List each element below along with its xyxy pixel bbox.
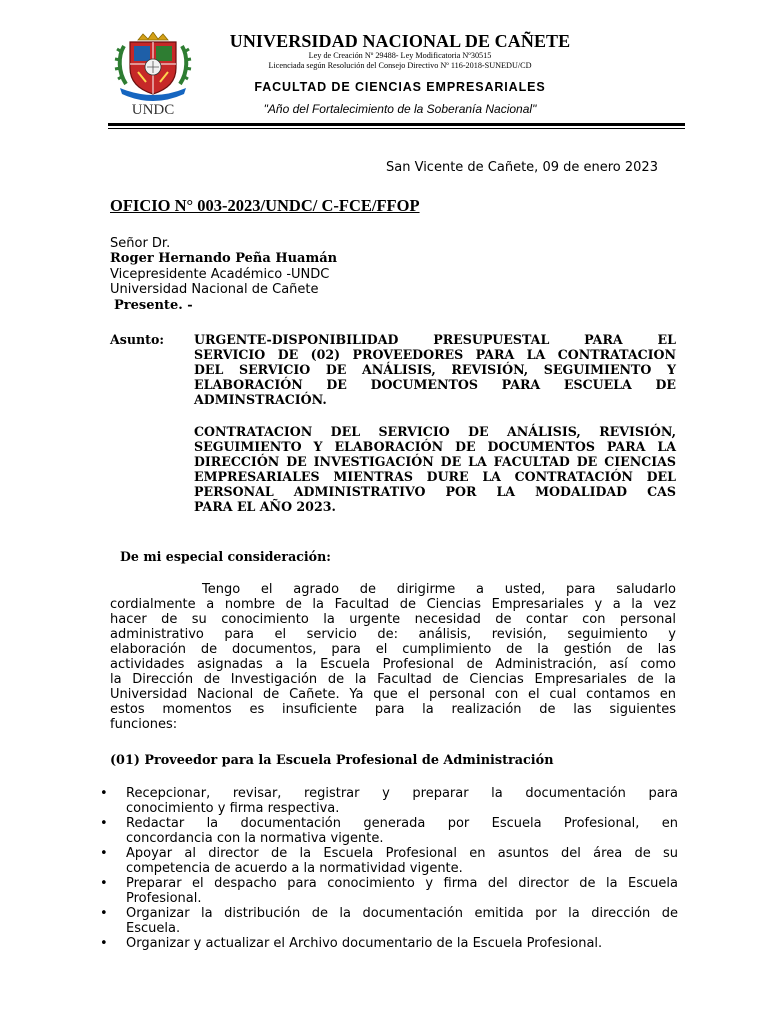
paragraph-line: funciones: [110, 717, 178, 733]
date-line: San Vicente de Cañete, 09 de enero 2023 [386, 160, 658, 175]
list-item-text: concordancia con la normativa vigente. [126, 831, 384, 847]
paragraph-line: hacer de su conocimiento la urgente necesidad de contar con personal [110, 612, 676, 628]
bullet-icon: • [100, 786, 108, 801]
recipient-institution: Universidad Nacional de Cañete [110, 282, 319, 298]
list-item [100, 786, 678, 816]
list-item-text: competencia de acuerdo a la normatividad vigente. [126, 861, 463, 877]
header-rule-thin [108, 128, 685, 129]
bullet-icon: • [100, 846, 108, 862]
logo-text: UNDC [131, 102, 175, 118]
list-item [100, 876, 678, 906]
bullet-icon: • [100, 816, 108, 832]
paragraph-line: estos momentos es insuficiente para la realización de las siguientes [110, 702, 676, 718]
greeting: De mi especial consideración: [120, 549, 331, 564]
list-item-text: Redactar la documentación generada por Escuela Profesional, en [126, 816, 678, 832]
recipient-name: Roger Hernando Peña Huamán [110, 251, 338, 267]
list-item [100, 816, 678, 846]
paragraph-line: cordialmente a nombre de la Facultad de Ciencias Empresariales y a la vez [110, 597, 676, 613]
paragraph-line: elaboración de documentos, para el cumplimiento de la gestión de las [110, 642, 676, 658]
university-name: UNIVERSIDAD NACIONAL DE CAÑETE [229, 31, 571, 51]
asunto-line: ADMINSTRACIÓN. [194, 392, 327, 407]
bullet-icon: • [100, 936, 108, 952]
bullet-icon: • [100, 876, 108, 892]
paragraph-line: Tengo el agrado de dirigirme a usted, para saludarlo [202, 582, 676, 597]
year-motto: "Año del Fortalecimiento de la Soberanía Nacional" [263, 102, 537, 116]
asunto-block-2 [194, 424, 676, 514]
asunto-line: DIRECCIÓN DE INVESTIGACIÓN DE LA FACULTAD DE CIENCIAS [194, 454, 676, 469]
paragraph-line: la Dirección de Investigación de la Facultad de Ciencias Empresariales de la [110, 672, 676, 688]
bullet-icon: • [100, 906, 108, 922]
asunto-line: SEGUIMIENTO Y ELABORACIÓN DE DOCUMENTOS PARA LA [194, 439, 676, 454]
section-subheading: (01) Proveedor para la Escuela Profesional de Administración [110, 753, 554, 768]
list-item-text: Preparar el despacho para conocimiento y firma del director de la Escuela [126, 876, 678, 892]
list-item-text: Organizar la distribución de la documentación emitida por la dirección de [126, 906, 678, 922]
asunto-label: Asunto: [110, 332, 165, 347]
paragraph-line: Universidad Nacional de Cañete. Ya que el personal con el cual contamos en [110, 687, 676, 703]
recipient-salutation: Señor Dr. [110, 236, 171, 251]
asunto-line: SERVICIO DE (02) PROVEEDORES PARA LA CONTRATACION [194, 347, 676, 362]
recipient-role: Vicepresidente Académico -UNDC [110, 266, 330, 282]
asunto-line: PERSONAL ADMINISTRATIVO POR LA MODALIDAD CAS [194, 484, 676, 499]
recipient-block [110, 236, 610, 313]
asunto-block-1 [194, 332, 676, 407]
asunto-line: EMPRESARIALES MIENTRAS DURE LA CONTRATACIÓN DEL [194, 469, 676, 484]
list-item-text: Apoyar al director de la Escuela Profesional en asuntos del área de su [126, 846, 678, 862]
asunto-line: DEL SERVICIO DE ANÁLISIS, REVISIÓN, SEGUIMIENTO Y [194, 362, 676, 377]
list-item-text: Organizar y actualizar el Archivo documentario de la Escuela Profesional. [126, 936, 603, 952]
university-logo [112, 32, 194, 118]
body-paragraph [110, 582, 676, 732]
paragraph-line: administrativo para el servicio de: análisis, revisión, seguimiento y [110, 627, 676, 643]
header-rule-thick [108, 123, 685, 126]
asunto-line: CONTRATACION DEL SERVICIO DE ANÁLISIS, REVISIÓN, [194, 424, 676, 439]
asunto-line: PARA EL AÑO 2023. [194, 499, 336, 514]
license-line: Licenciada según Resolución del Consejo Directivo Nº 116-2018-SUNEDU/CD [268, 61, 532, 70]
list-item [100, 906, 678, 936]
list-item-text: Profesional. [126, 891, 202, 907]
recipient-presente: Presente. - [114, 297, 193, 313]
list-item-text: Escuela. [126, 921, 181, 937]
paragraph-line: actividades asignadas a la Escuela Profesional de Administración, así como [110, 657, 676, 673]
oficio-number: OFICIO N° 003-2023/UNDC/ C-FCE/FFOP [110, 196, 420, 215]
list-item [100, 936, 678, 951]
list-item-text: Recepcionar, revisar, registrar y preparar la documentación para [126, 786, 678, 801]
function-list [100, 786, 678, 952]
faculty-name: FACULTAD DE CIENCIAS EMPRESARIALES [254, 80, 546, 94]
university-shield-icon [112, 32, 194, 118]
list-item [100, 846, 678, 876]
list-item-text: conocimiento y firma respectiva. [126, 801, 340, 817]
creation-law: Ley de Creación Nº 29488- Ley Modificatoria Nº30515 [308, 51, 492, 60]
asunto-line: URGENTE-DISPONIBILIDAD PRESUPUESTAL PARA EL [194, 332, 676, 347]
asunto-line: ELABORACIÓN DE DOCUMENTOS PARA ESCUELA DE [194, 377, 676, 392]
